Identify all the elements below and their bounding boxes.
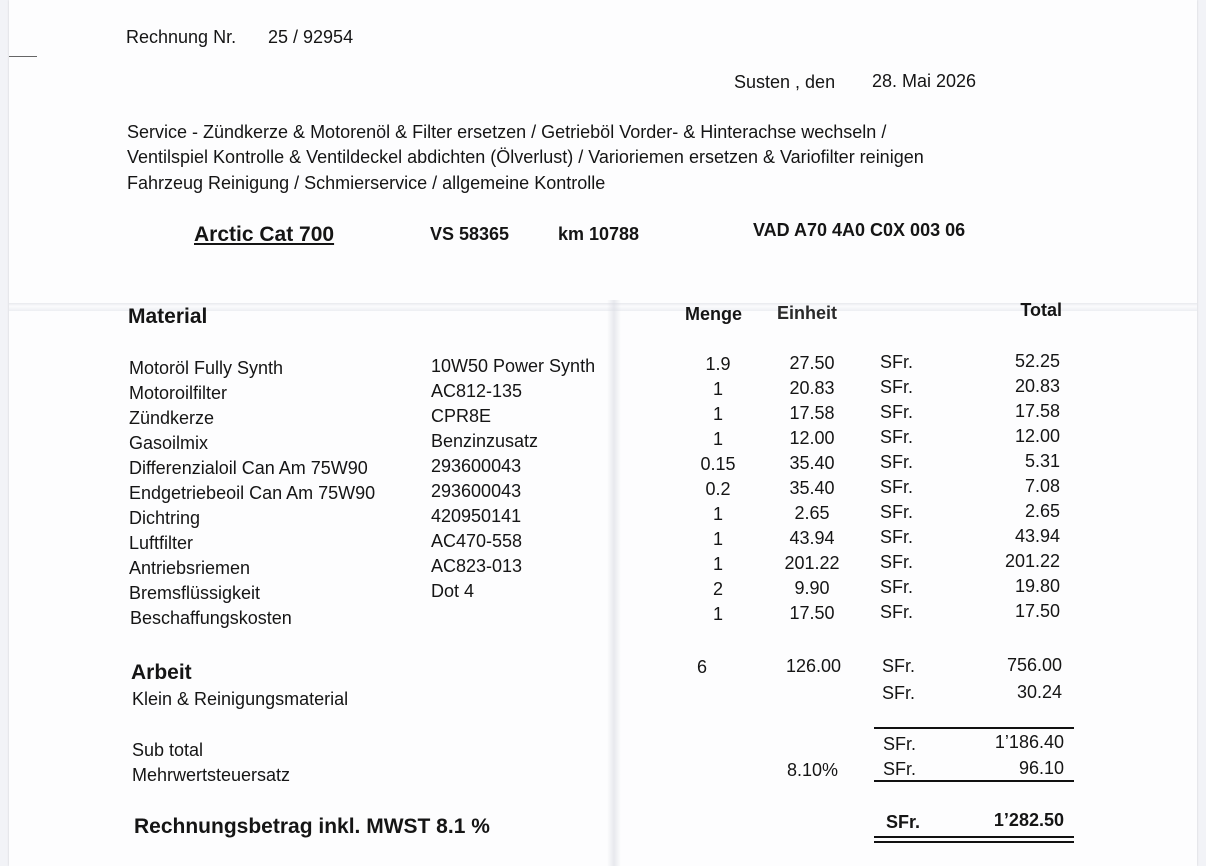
vehicle-vin: VAD A70 4A0 C0X 003 06 — [753, 220, 966, 240]
item-total: 12.00 — [1014, 426, 1060, 446]
item-currency: SFr. — [880, 552, 914, 572]
item-name: Bremsflüssigkeit — [129, 583, 261, 603]
item-ref: 10W50 Power Synth — [431, 356, 596, 376]
item-currency: SFr. — [880, 427, 914, 447]
mwst-total: 96.10 — [1018, 758, 1064, 778]
mwst-rule — [874, 780, 1074, 782]
item-total: 5.31 — [1024, 451, 1060, 471]
item-ref: Benzinzusatz — [431, 431, 539, 451]
mwst-rate: 8.10% — [787, 760, 839, 780]
item-name: Dichtring — [129, 508, 201, 528]
item-currency: SFr. — [880, 402, 914, 422]
item-name: Motoroilfilter — [129, 383, 228, 403]
mwst-currency: SFr. — [883, 759, 917, 779]
invoice-date: 28. Mai 2026 — [872, 71, 977, 91]
item-unit-price: 9.90 — [794, 578, 830, 598]
item-name: Zündkerze — [129, 408, 215, 428]
item-ref: CPR8E — [431, 406, 492, 426]
item-currency: SFr. — [880, 352, 914, 372]
invoice-number-label: Rechnung Nr. — [126, 27, 237, 47]
item-qty: 1.9 — [705, 354, 731, 374]
item-unit-price: 17.58 — [789, 403, 835, 423]
item-ref: 293600043 — [431, 456, 522, 476]
vehicle-model: Arctic Cat 700 — [194, 223, 335, 246]
subtotal-label: Sub total — [132, 740, 204, 760]
item-total: 2.65 — [1024, 501, 1060, 521]
item-currency: SFr. — [880, 602, 914, 622]
service-line-2: Ventilspiel Kontrolle & Ventildeckel abdichten (Ölverlust) / Varioriemen ersetzen & Variofilter reinigen — [127, 147, 924, 167]
arbeit-qty: 6 — [697, 657, 708, 677]
item-currency: SFr. — [880, 502, 914, 522]
vehicle-km: km 10788 — [558, 224, 640, 244]
item-qty: 1 — [712, 529, 723, 549]
invoice-number: 25 / 92954 — [268, 27, 354, 47]
item-currency: SFr. — [880, 452, 914, 472]
einheit-header: Einheit — [777, 303, 838, 323]
grand-total-double-rule-bottom — [874, 841, 1074, 843]
item-name: Motoröl Fully Synth — [129, 358, 284, 378]
item-total: 43.94 — [1014, 526, 1060, 546]
item-name: Differenzialoil Can Am 75W90 — [129, 458, 368, 478]
item-total: 201.22 — [1004, 551, 1060, 571]
place-date-label: Susten , den — [734, 72, 836, 92]
item-total: 52.25 — [1014, 351, 1060, 371]
item-qty: 1 — [712, 379, 723, 399]
item-ref: 420950141 — [431, 506, 522, 526]
item-unit-price: 43.94 — [789, 528, 835, 548]
item-unit-price: 20.83 — [789, 378, 835, 398]
service-line-1: Service - Zündkerze & Motorenöl & Filter ersetzen / Getrieböl Vorder- & Hinterachse wechseln / — [127, 122, 887, 142]
item-unit-price: 35.40 — [789, 453, 835, 473]
item-qty: 1 — [712, 554, 723, 574]
item-qty: 0.15 — [700, 454, 736, 474]
klein-label: Klein & Reinigungsmaterial — [132, 689, 349, 709]
subtotal-total: 1’186.40 — [994, 732, 1064, 752]
item-currency: SFr. — [880, 377, 914, 397]
grand-total-label: Rechnungsbetrag inkl. MWST 8.1 % — [134, 815, 490, 838]
item-total: 7.08 — [1024, 476, 1060, 496]
item-unit-price: 201.22 — [784, 553, 840, 573]
grand-total-double-rule-top — [874, 836, 1074, 838]
item-qty: 2 — [712, 579, 723, 599]
item-currency: SFr. — [880, 577, 914, 597]
arbeit-currency: SFr. — [882, 656, 916, 676]
item-name: Beschaffungskosten — [130, 608, 292, 628]
arbeit-unit-price: 126.00 — [786, 656, 842, 676]
mwst-label: Mehrwertsteuersatz — [132, 765, 291, 785]
subtotal-rule — [874, 727, 1074, 729]
item-ref: AC470-558 — [431, 531, 523, 551]
klein-currency: SFr. — [882, 683, 916, 703]
klein-total: 30.24 — [1016, 682, 1062, 702]
material-heading: Material — [128, 305, 208, 328]
item-currency: SFr. — [880, 527, 914, 547]
edge-mark — [9, 56, 37, 57]
item-name: Antriebsriemen — [129, 558, 251, 578]
item-name: Endgetriebeoil Can Am 75W90 — [129, 483, 376, 503]
total-header: Total — [1020, 300, 1062, 320]
arbeit-heading: Arbeit — [131, 661, 192, 684]
item-currency: SFr. — [880, 477, 914, 497]
item-ref: Dot 4 — [431, 581, 475, 601]
subtotal-currency: SFr. — [883, 734, 917, 754]
item-unit-price: 27.50 — [789, 353, 835, 373]
item-unit-price: 35.40 — [789, 478, 835, 498]
item-unit-price: 12.00 — [789, 428, 835, 448]
item-qty: 1 — [712, 404, 723, 424]
grand-total-currency: SFr. — [886, 812, 921, 832]
item-unit-price: 2.65 — [794, 503, 830, 523]
item-ref: AC823-013 — [431, 556, 523, 576]
item-ref: 293600043 — [431, 481, 522, 501]
item-name: Luftfilter — [129, 533, 194, 553]
vehicle-plate: VS 58365 — [430, 224, 510, 244]
item-name: Gasoilmix — [129, 433, 209, 453]
menge-header: Menge — [685, 304, 743, 324]
item-total: 17.50 — [1014, 601, 1060, 621]
item-qty: 1 — [712, 429, 723, 449]
item-total: 19.80 — [1014, 576, 1060, 596]
grand-total-value: 1’282.50 — [993, 810, 1064, 830]
item-unit-price: 17.50 — [789, 603, 835, 623]
item-qty: 0.2 — [705, 479, 731, 499]
item-total: 17.58 — [1014, 401, 1060, 421]
item-qty: 1 — [712, 504, 723, 524]
item-qty: 1 — [712, 604, 723, 624]
arbeit-total: 756.00 — [1006, 655, 1062, 675]
paper-fold-vertical — [607, 300, 621, 866]
service-line-3: Fahrzeug Reinigung / Schmierservice / allgemeine Kontrolle — [127, 173, 606, 193]
item-total: 20.83 — [1014, 376, 1060, 396]
item-ref: AC812-135 — [431, 381, 523, 401]
